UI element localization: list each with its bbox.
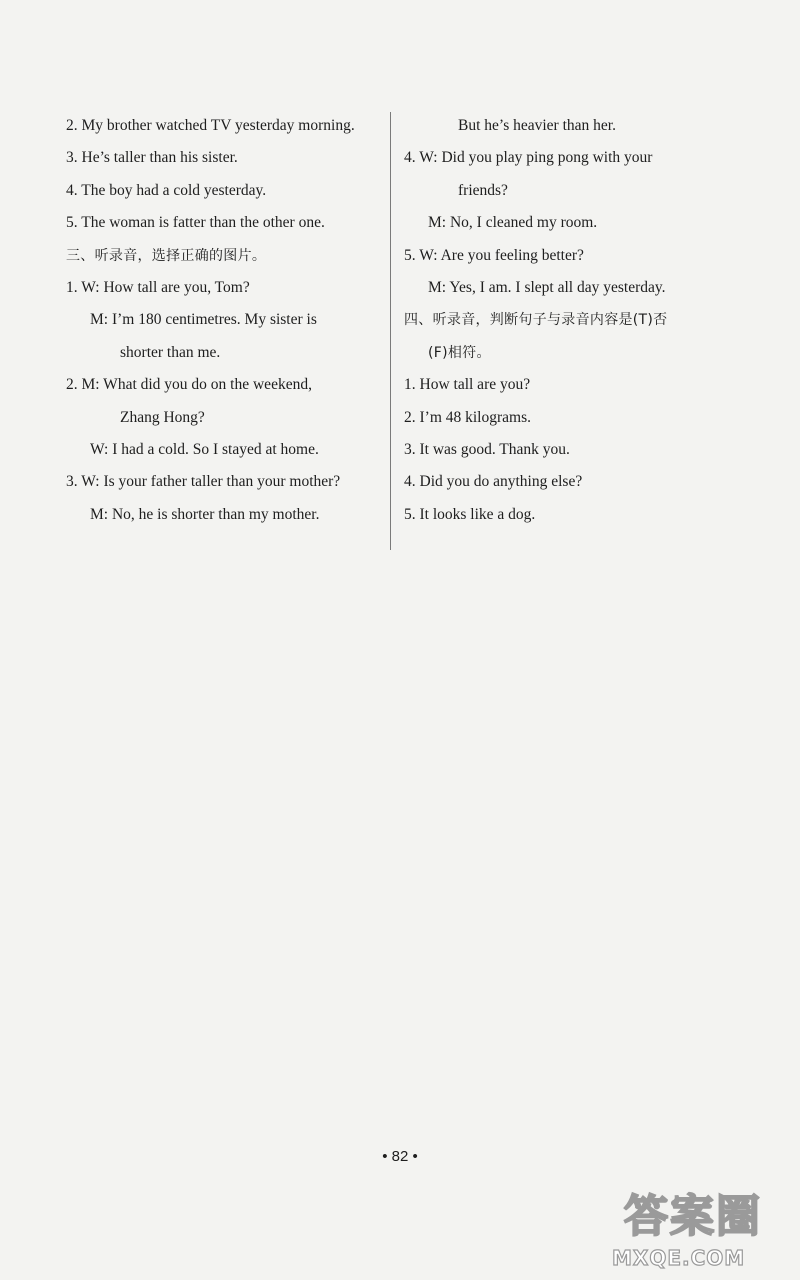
text-line: 4. The boy had a cold yesterday. (66, 181, 267, 199)
left-column (66, 110, 384, 531)
text-line: M: No, he is shorter than my mother. (90, 505, 320, 523)
text-line: 2. M: What did you do on the weekend, (66, 376, 312, 394)
text-line: Zhang Hong? (120, 408, 205, 426)
text-line: 1. How tall are you? (404, 376, 531, 394)
text-line: 4. Did you do anything else? (404, 473, 583, 491)
watermark-url: MXQE.COM (612, 1246, 746, 1270)
text-line: M: I’m 180 centimetres. My sister is (90, 311, 317, 329)
text-line: 2. My brother watched TV yesterday morning. (66, 117, 355, 134)
section-heading: 四、听录音，判断句子与录音内容是(T)否 (404, 312, 668, 329)
section-heading: 三、听录音，选择正确的图片。 (66, 247, 267, 264)
text-line: 3. He’s taller than his sister. (66, 149, 238, 167)
text-line: 3. It was good. Thank you. (404, 441, 570, 459)
section-heading: (F)相符。 (428, 344, 491, 361)
text-line: But he’s heavier than her. (458, 117, 616, 134)
text-line: 5. It looks like a dog. (404, 505, 536, 523)
text-line: W: I had a cold. So I stayed at home. (90, 441, 319, 459)
watermark-logo-text: 答案圈 (624, 1191, 762, 1242)
text-line: shorter than me. (120, 343, 221, 361)
text-line: M: Yes, I am. I slept all day yesterday. (428, 279, 666, 297)
text-line: M: No, I cleaned my room. (428, 214, 598, 232)
text-line: 4. W: Did you play ping pong with your (404, 149, 653, 167)
text-line: 5. The woman is fatter than the other one. (66, 214, 325, 232)
right-column (404, 110, 734, 531)
text-line: friends? (458, 181, 508, 199)
text-line: 2. I’m 48 kilograms. (404, 408, 531, 426)
watermark (612, 1180, 792, 1274)
text-line: 1. W: How tall are you, Tom? (66, 279, 250, 297)
text-line: 5. W: Are you feeling better? (404, 246, 584, 264)
column-divider (390, 112, 391, 550)
text-line: 3. W: Is your father taller than your mother? (66, 473, 341, 491)
page-number: • 82 • (382, 1148, 418, 1165)
